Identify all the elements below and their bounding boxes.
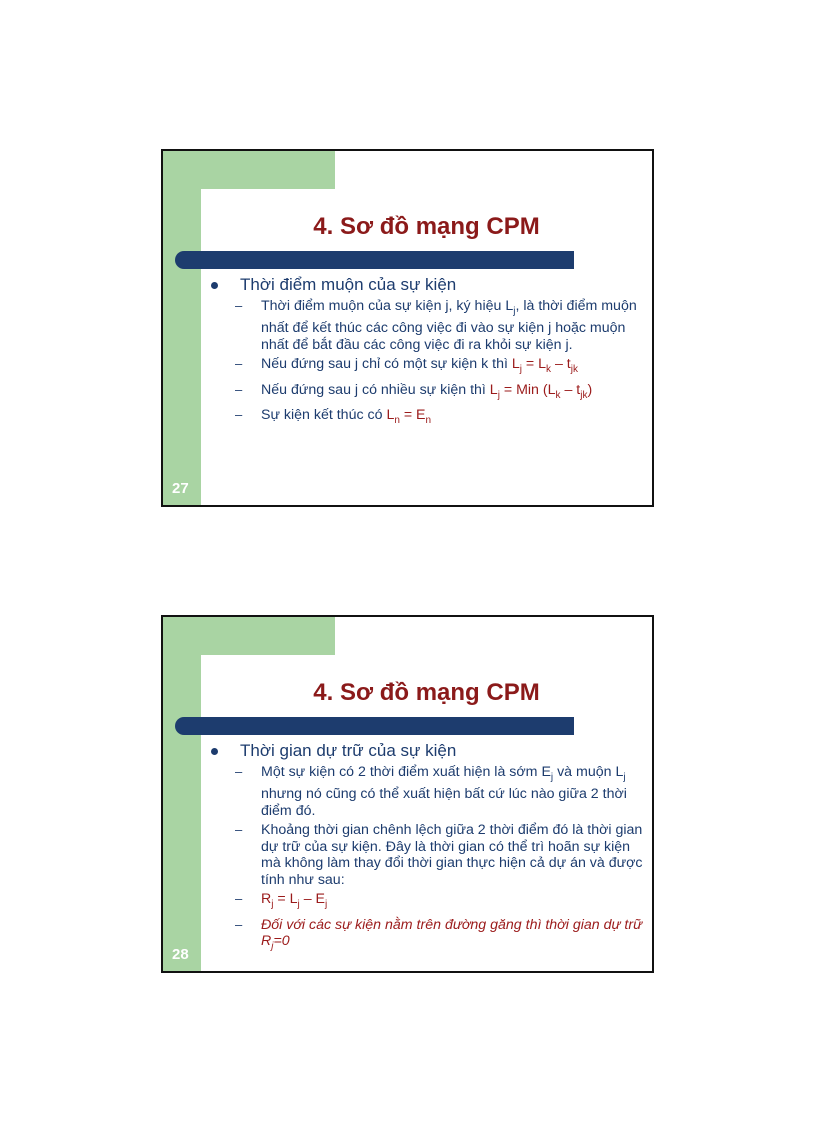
sub-bullet xyxy=(235,917,646,956)
dash-icon: – xyxy=(235,406,243,422)
text: Nếu đứng sau j chỉ có một sự kiện k thì xyxy=(261,356,512,373)
sub-bullets xyxy=(235,764,646,958)
sub-bullet xyxy=(235,822,646,888)
formula: $L_j$ = Min $(L_k - t_{jk})$ xyxy=(489,381,593,401)
sub-bullets xyxy=(235,298,646,432)
title-underline-bar xyxy=(175,251,574,269)
text: Đối với các sự kiện nằm trên đường găng thì thời gian dự trữ $R_j=0$ xyxy=(261,916,643,952)
text: Sự kiện kết thúc có xyxy=(261,406,387,423)
green-top-band xyxy=(163,151,335,189)
main-bullet xyxy=(211,741,642,761)
bullet-dot-icon xyxy=(211,748,218,755)
slide-27 xyxy=(161,149,654,507)
bullet-text: Thời điểm muộn của sự kiện xyxy=(240,275,457,294)
dash-icon: – xyxy=(235,764,243,779)
subscript: j xyxy=(513,305,516,317)
text: Khoảng thời gian chênh lệch giữa 2 thời điểm đó là thời gian dự trữ của sự kiện. Đây là thời gian có thể trì hoãn sự kiện mà không làm thay đổi thời gian thực hiện cả dự án và được tính như sau: xyxy=(261,822,643,888)
slide-number: 28 xyxy=(172,946,189,963)
sub-bullet xyxy=(235,891,646,913)
bullet-text: Thời gian dự trữ của sự kiện xyxy=(240,741,457,760)
slide-number: 27 xyxy=(172,480,189,497)
formula: $L_j = L_k - t_{jk}$ xyxy=(511,356,578,376)
green-top-band xyxy=(163,617,335,655)
slide-title: 4. Sơ đồ mạng CPM xyxy=(313,679,540,706)
dash-icon: – xyxy=(235,822,243,838)
sub-bullet: – Một sự kiện có 2 thời điểm xuất hiện là sớm $E_j$ và muộn $L_j$ nhưng nó cũng có thể xuất hiện bất cứ lúc nào giữa 2 thời điểm đó. xyxy=(235,764,627,819)
text: Một sự kiện có 2 thời điểm xuất hiện là sớm E xyxy=(261,764,551,780)
slide-title: 4. Sơ đồ mạng CPM xyxy=(313,213,540,240)
dash-icon: – xyxy=(235,298,243,313)
dash-icon: – xyxy=(235,356,243,372)
text: Thời điểm muộn của sự kiện j, ký hiệu L xyxy=(261,298,514,314)
bullet-dot-icon xyxy=(211,282,218,289)
formula: $R_j = L_j - E_j$ xyxy=(261,891,328,911)
dash-icon: – xyxy=(235,916,243,932)
sub-bullet xyxy=(235,298,646,353)
main-bullet xyxy=(211,275,642,295)
text: , là thời điểm muộn nhất để kết thúc các công việc đi vào sự kiện j hoặc muộn nhất để bắt đầu các công việc đi ra khỏi sự kiện j. xyxy=(261,298,637,353)
green-sidebar xyxy=(163,617,201,971)
title-underline-bar xyxy=(175,717,574,735)
sub-bullet xyxy=(235,382,646,404)
formula: $L_n = E_n$ xyxy=(386,406,432,426)
green-sidebar xyxy=(163,151,201,505)
dash-icon: – xyxy=(235,891,243,907)
text: Nếu đứng sau j có nhiều sự kiện thì xyxy=(261,381,490,398)
sub-bullet xyxy=(235,407,646,429)
sub-bullet xyxy=(235,356,646,378)
dash-icon: – xyxy=(235,381,243,397)
slide-28 xyxy=(161,615,654,973)
